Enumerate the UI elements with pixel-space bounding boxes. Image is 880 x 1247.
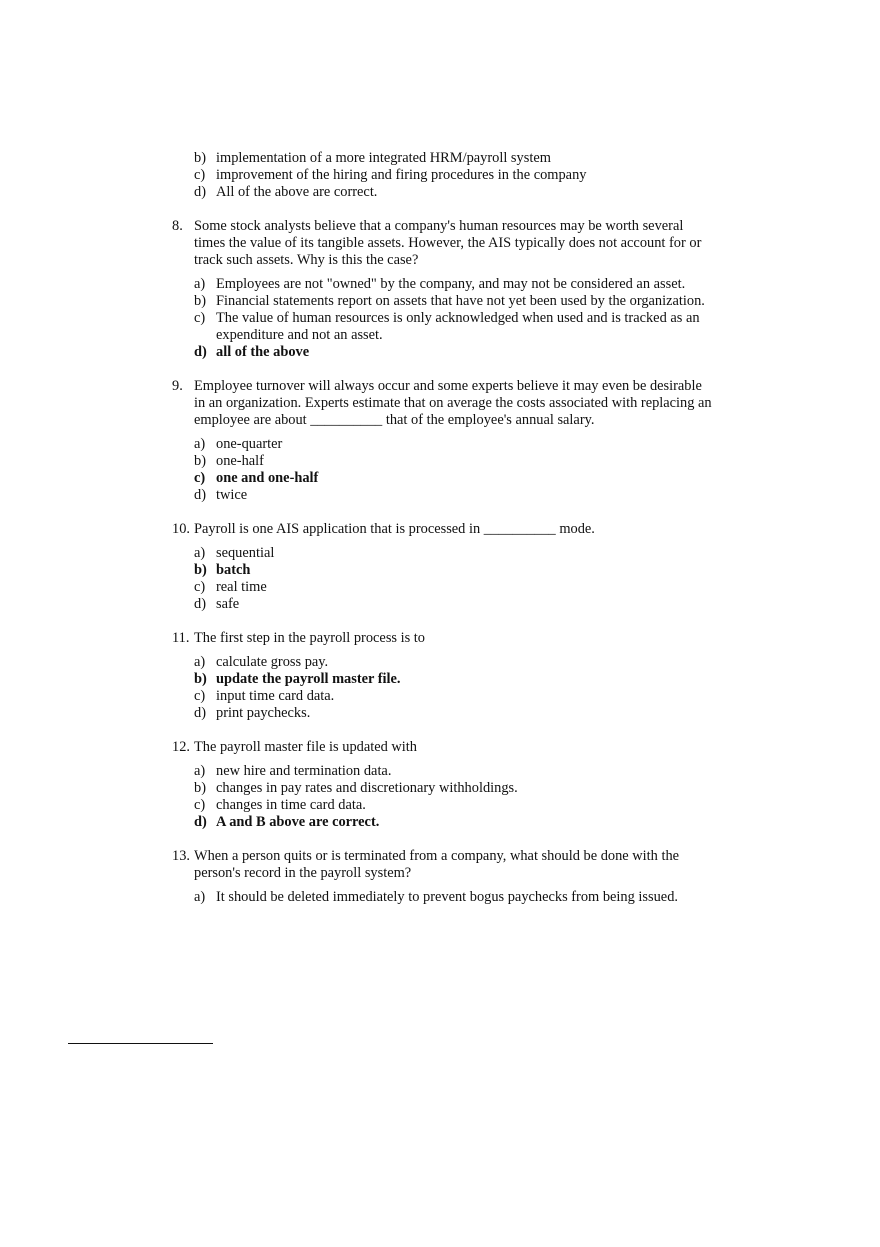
option-label: a) (194, 436, 206, 452)
option-11c (172, 688, 712, 705)
option-text: one-quarter (216, 436, 283, 452)
option-text: new hire and termination data. (216, 763, 392, 779)
option-label: b) (194, 562, 207, 578)
option-text: sequential (216, 545, 275, 561)
option-label: b) (194, 671, 207, 687)
option-text: implementation of a more integrated HRM/payroll system (216, 150, 551, 166)
question-stem (172, 848, 712, 882)
option-label: c) (194, 579, 206, 595)
question-text: Some stock analysts believe that a company's human resources may be worth several times the value of its tangible assets. However, the AIS typically does not account for or track such assets. Why is this the case? (194, 218, 702, 268)
option-text: calculate gross pay. (216, 654, 329, 670)
option-text: safe (216, 596, 240, 612)
option-text: The value of human resources is only acknowledged when used and is tracked as an expenditure and not an asset. (216, 310, 700, 343)
option-label: c) (194, 310, 206, 326)
question-stem (172, 739, 712, 756)
option-label: a) (194, 763, 206, 779)
option-text: twice (216, 487, 248, 503)
option-11b-answer (172, 671, 712, 688)
question-stem (172, 378, 712, 429)
option-label: a) (194, 545, 206, 561)
option-text: input time card data. (216, 688, 335, 704)
question-text: The payroll master file is updated with (194, 739, 417, 755)
option-8b (172, 293, 712, 310)
option-list (172, 436, 712, 504)
document-body (172, 150, 712, 906)
option-label: a) (194, 654, 206, 670)
option-label: b) (194, 150, 206, 166)
option-text: print paychecks. (216, 705, 311, 721)
option-12a (172, 763, 712, 780)
option-13a (172, 889, 712, 906)
option-list (172, 889, 712, 906)
question-number: 13. (172, 848, 190, 864)
option-text: all of the above (216, 344, 310, 360)
option-text: real time (216, 579, 267, 595)
option-10a (172, 545, 712, 562)
question-number: 8. (172, 218, 183, 234)
option-7b (172, 150, 712, 167)
continued-options (172, 150, 712, 201)
question-text: The first step in the payroll process is to (194, 630, 426, 646)
option-label: a) (194, 276, 206, 292)
option-text: batch (216, 562, 251, 578)
option-9b (172, 453, 712, 470)
option-text: A and B above are correct. (216, 814, 380, 830)
option-label: d) (194, 487, 206, 503)
option-12d-answer (172, 814, 712, 831)
option-list (172, 654, 712, 722)
question-text: Payroll is one AIS application that is processed in __________ mode. (194, 521, 595, 537)
option-list (172, 763, 712, 831)
option-text: one-half (216, 453, 264, 469)
question-number: 9. (172, 378, 183, 394)
option-9d (172, 487, 712, 504)
option-text: Financial statements report on assets that have not yet been used by the organization. (216, 293, 705, 309)
option-7d (172, 184, 712, 201)
option-label: d) (194, 344, 207, 360)
option-label: b) (194, 453, 206, 469)
option-12b (172, 780, 712, 797)
option-8a (172, 276, 712, 293)
option-list (172, 545, 712, 613)
option-10d (172, 596, 712, 613)
option-label: b) (194, 780, 206, 796)
question-number: 12. (172, 739, 190, 755)
option-text: Employees are not "owned" by the company, and may not be considered an asset. (216, 276, 686, 292)
option-label: d) (194, 705, 206, 721)
question-number: 10. (172, 521, 190, 537)
question-9 (172, 378, 712, 504)
question-stem (172, 218, 712, 269)
option-9a (172, 436, 712, 453)
option-9c-answer (172, 470, 712, 487)
footnote-separator (68, 1043, 213, 1044)
option-text: All of the above are correct. (216, 184, 378, 200)
option-10b-answer (172, 562, 712, 579)
option-label: d) (194, 184, 206, 200)
option-8c (172, 310, 712, 344)
option-7c (172, 167, 712, 184)
option-label: c) (194, 688, 206, 704)
question-10 (172, 521, 712, 613)
question-13 (172, 848, 712, 906)
question-text: When a person quits or is terminated from a company, what should be done with the person's record in the payroll system? (194, 848, 680, 881)
question-12 (172, 739, 712, 831)
question-11 (172, 630, 712, 722)
option-text: improvement of the hiring and firing procedures in the company (216, 167, 587, 183)
option-label: d) (194, 596, 206, 612)
option-label: a) (194, 889, 206, 905)
option-10c (172, 579, 712, 596)
option-label: d) (194, 814, 207, 830)
question-stem (172, 521, 712, 538)
question-8 (172, 218, 712, 361)
option-text: update the payroll master file. (216, 671, 401, 687)
question-number: 11. (172, 630, 190, 646)
option-label: c) (194, 470, 206, 486)
option-text: changes in time card data. (216, 797, 366, 813)
option-label: c) (194, 797, 206, 813)
option-8d-answer (172, 344, 712, 361)
option-text: one and one-half (216, 470, 319, 486)
question-text: Employee turnover will always occur and some experts believe it may even be desirable in an organization. Experts estimate that on average the costs associated with replacing an employee are about __________ that of the employee's annual salary. (194, 378, 712, 428)
option-text: changes in pay rates and discretionary withholdings. (216, 780, 518, 796)
option-text: It should be deleted immediately to prevent bogus paychecks from being issued. (216, 889, 678, 905)
question-stem (172, 630, 712, 647)
option-label: c) (194, 167, 206, 183)
option-11a (172, 654, 712, 671)
option-label: b) (194, 293, 206, 309)
option-12c (172, 797, 712, 814)
option-11d (172, 705, 712, 722)
option-list (172, 276, 712, 361)
